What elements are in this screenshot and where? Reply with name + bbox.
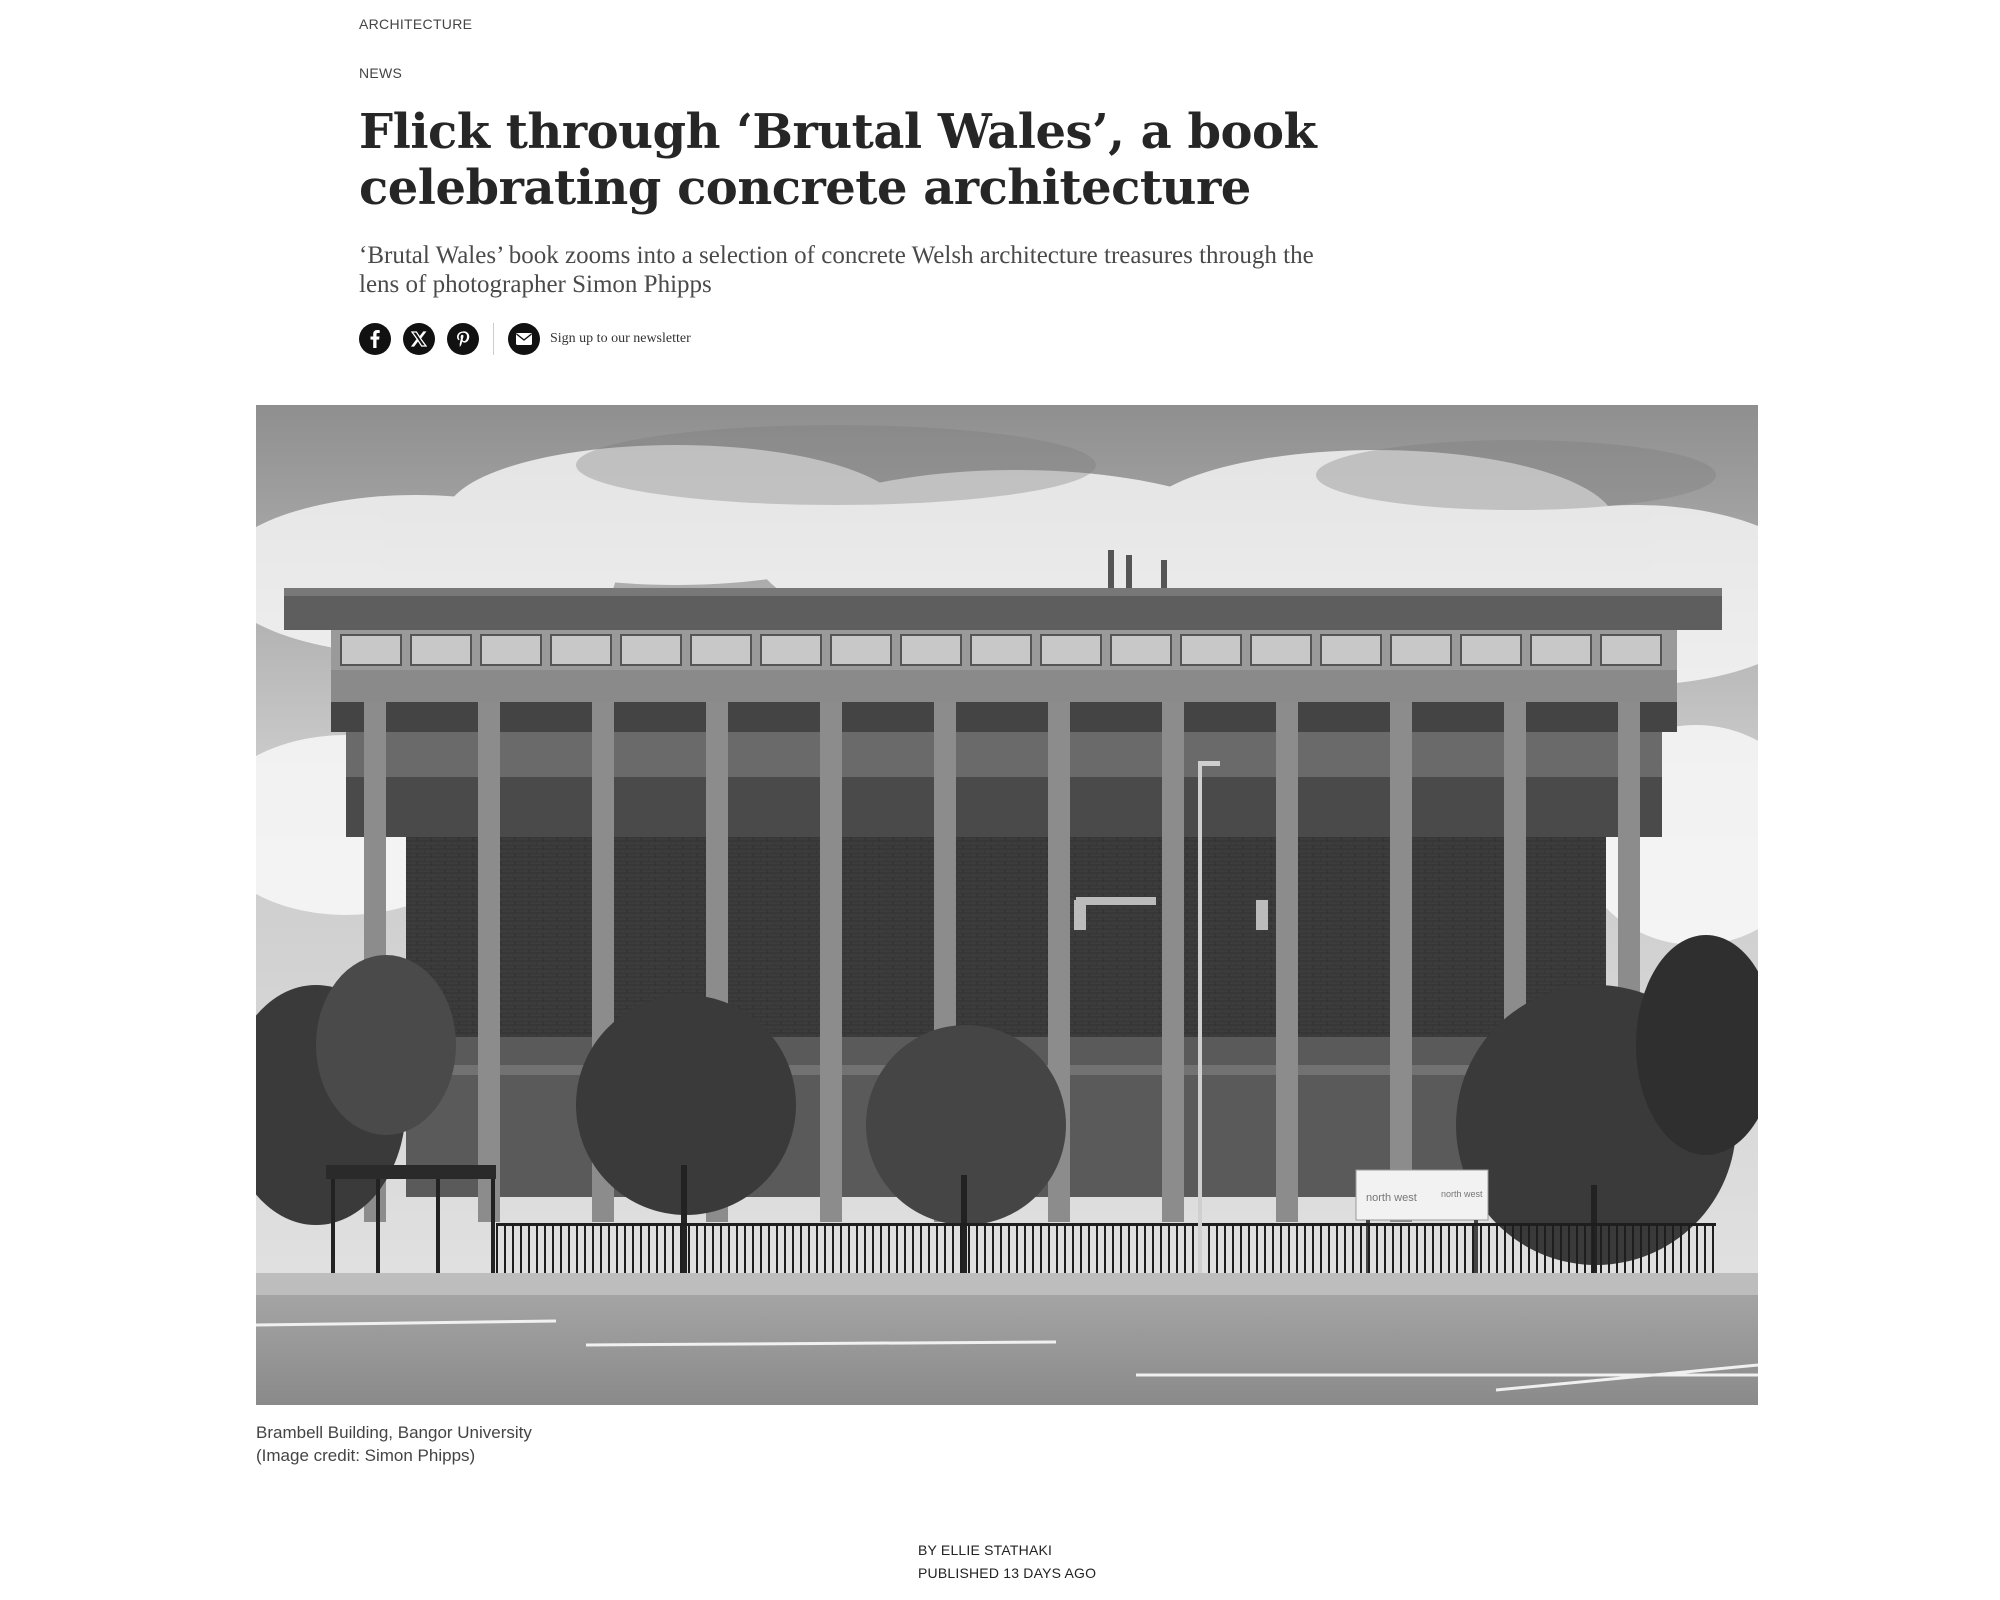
pinterest-share-button[interactable] xyxy=(447,323,479,355)
sign-text-right: north west xyxy=(1441,1189,1483,1199)
article-headline: Flick through ‘Brutal Wales’, a book celebrating concrete architecture xyxy=(359,104,1317,216)
newsletter-label[interactable]: Sign up to our newsletter xyxy=(550,331,691,346)
share-bar xyxy=(359,323,691,355)
railing xyxy=(496,1225,1716,1277)
pavement xyxy=(256,1273,1758,1295)
upper-windows xyxy=(341,635,1661,665)
breadcrumb-type[interactable]: NEWS xyxy=(359,65,403,81)
email-icon xyxy=(515,332,533,346)
newsletter-button[interactable] xyxy=(508,323,540,355)
facebook-icon xyxy=(367,330,383,348)
sign-text-left: north west xyxy=(1366,1192,1417,1204)
x-share-button[interactable] xyxy=(403,323,435,355)
article-standfirst: ‘Brutal Wales’ book zooms into a selection of concrete Welsh architecture treasures through the lens of photographer Simon Phipps xyxy=(359,242,1314,298)
share-divider xyxy=(493,323,494,355)
road xyxy=(256,1295,1758,1405)
street-lamp xyxy=(1198,765,1202,1275)
facebook-share-button[interactable] xyxy=(359,323,391,355)
pinterest-icon xyxy=(454,330,472,348)
caption-credit: (Image credit: Simon Phipps) xyxy=(256,1446,476,1465)
byline-author[interactable]: BY ELLIE STATHAKI xyxy=(918,1542,1053,1558)
caption-text: Brambell Building, Bangor University xyxy=(256,1423,532,1442)
newsletter-signup-link[interactable] xyxy=(508,323,691,355)
article-byline xyxy=(918,1539,1096,1585)
x-icon xyxy=(411,331,427,347)
image-caption xyxy=(256,1421,532,1467)
breadcrumb-category[interactable]: ARCHITECTURE xyxy=(359,16,473,32)
byline-published: PUBLISHED 13 DAYS AGO xyxy=(918,1565,1097,1581)
hero-image xyxy=(256,405,1758,1405)
